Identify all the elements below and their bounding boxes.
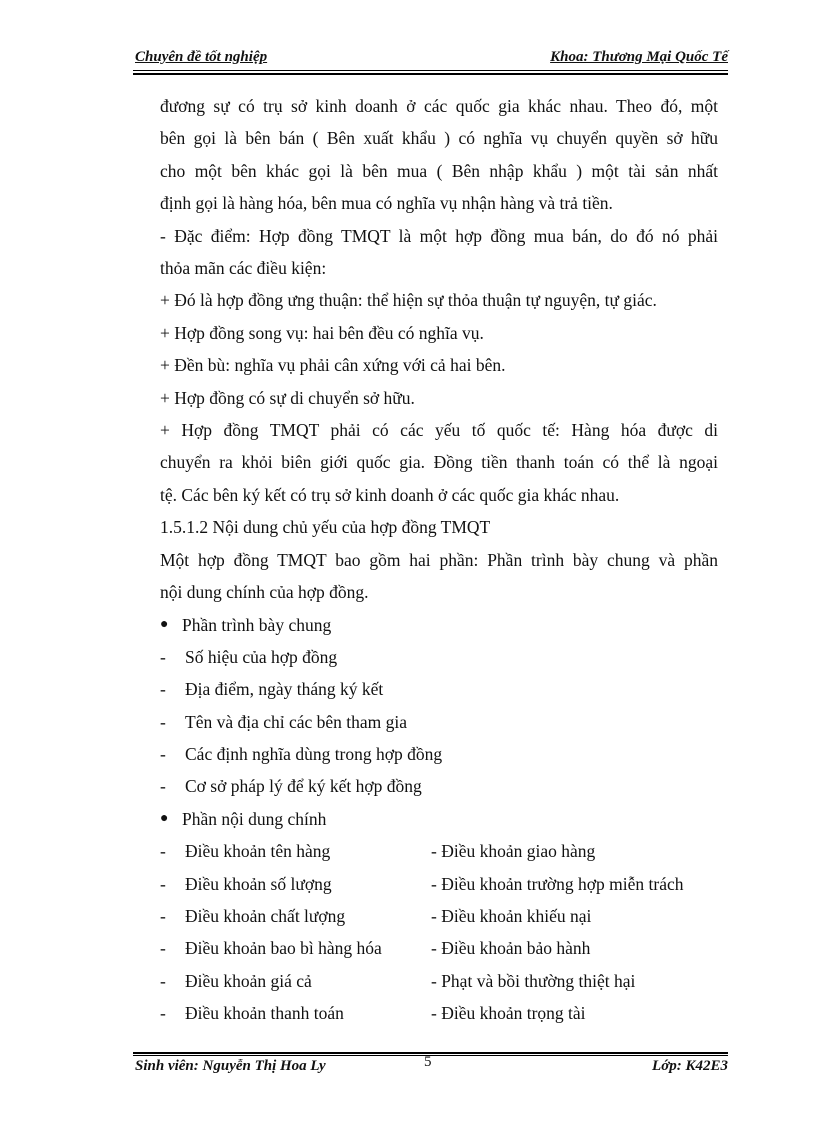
bullet-dot: ● <box>160 616 169 632</box>
condition-item: + Hợp đồng có sự di chuyển sở hữu. <box>160 387 415 408</box>
clause-right: - Điều khoản giao hàng <box>431 841 596 862</box>
list-item <box>160 706 718 738</box>
dash-marker: - <box>160 938 166 959</box>
condition-item: chuyển ra khỏi biên giới quốc gia. Đồng tiền thanh toán có thể là ngoại <box>160 452 718 473</box>
paragraph-line: bên gọi là bên bán ( Bên xuất khẩu ) có nghĩa vụ chuyển quyền sở hữu <box>160 128 718 149</box>
clause-right: - Phạt và bồi thường thiệt hại <box>431 970 636 991</box>
condition-item: + Hợp đồng TMQT phải có các yếu tố quốc tế: Hàng hóa được di <box>160 420 718 441</box>
footer-student: Sinh viên: Nguyễn Thị Hoa Ly <box>135 1058 326 1074</box>
page-header <box>133 49 728 69</box>
list-item-text: Cơ sở pháp lý để ký kết hợp đồng <box>185 776 422 797</box>
bullet-label: Phần nội dung chính <box>182 808 327 829</box>
condition-item: + Đền bù: nghĩa vụ phải cân xứng với cả hai bên. <box>160 355 506 376</box>
clause-left: Điều khoản bao bì hàng hóa <box>185 938 382 959</box>
dash-marker: - <box>160 646 166 667</box>
page-footer <box>133 1054 728 1078</box>
dash-marker: - <box>160 711 166 732</box>
list-item-text: Các định nghĩa dùng trong hợp đồng <box>185 744 443 765</box>
clause-left: Điều khoản số lượng <box>185 873 332 894</box>
clause-row <box>160 965 718 997</box>
clause-right: - Điều khoản khiếu nại <box>431 906 592 927</box>
dash-marker: - <box>160 841 166 862</box>
clause-row <box>160 900 718 932</box>
characteristics-line: thỏa mãn các điều kiện: <box>160 258 327 279</box>
list-item <box>160 770 718 802</box>
bullet-label: Phần trình bày chung <box>182 614 332 635</box>
clause-left: Điều khoản thanh toán <box>185 1003 344 1024</box>
list-item-text: Số hiệu của hợp đồng <box>185 646 338 667</box>
dash-marker: - <box>160 873 166 894</box>
intro-line: nội dung chính của hợp đồng. <box>160 582 369 603</box>
condition-item: tệ. Các bên ký kết có trụ sở kinh doanh ở các quốc gia khác nhau. <box>160 484 620 505</box>
paragraph-line: đương sự có trụ sở kinh doanh ở các quốc gia khác nhau. Theo đó, một <box>160 96 718 116</box>
dash-marker: - <box>160 744 166 765</box>
paragraph-line: cho một bên khác gọi là bên mua ( Bên nhập khẩu ) một tài sản nhất <box>160 160 718 181</box>
footer-class: Lớp: K42E3 <box>652 1058 728 1074</box>
page-body <box>160 90 718 1030</box>
dash-marker: - <box>160 776 166 797</box>
list-item <box>160 673 718 705</box>
clause-row <box>160 868 718 900</box>
bullet-item <box>160 609 718 641</box>
list-item-text: Tên và địa chỉ các bên tham gia <box>185 711 408 732</box>
header-doc-title: Chuyên đề tốt nghiệp <box>135 49 268 65</box>
clause-left: Điều khoản giá cả <box>185 970 312 991</box>
clause-row <box>160 997 718 1029</box>
clause-left: Điều khoản chất lượng <box>185 906 346 927</box>
dash-marker: - <box>160 1003 166 1024</box>
clause-row <box>160 835 718 867</box>
header-faculty: Khoa: Thương Mại Quốc Tế <box>550 49 728 65</box>
bullet-item <box>160 803 718 835</box>
clause-right: - Điều khoản trọng tài <box>431 1003 586 1024</box>
list-item-text: Địa điểm, ngày tháng ký kết <box>185 679 384 700</box>
header-rule <box>133 70 728 71</box>
clause-right: - Điều khoản bảo hành <box>431 938 591 959</box>
section-heading: 1.5.1.2 Nội dung chủ yếu của hợp đồng TMQT <box>160 517 491 538</box>
list-item <box>160 738 718 770</box>
bullet-dot: ● <box>160 810 169 826</box>
clause-row <box>160 932 718 964</box>
list-item <box>160 641 718 673</box>
condition-item: + Hợp đồng song vụ: hai bên đều có nghĩa vụ. <box>160 322 484 343</box>
characteristics-line: - Đặc điểm: Hợp đồng TMQT là một hợp đồng mua bán, do đó nó phải <box>160 225 718 246</box>
condition-item: + Đó là hợp đồng ưng thuận: thể hiện sự thỏa thuận tự nguyện, tự giác. <box>160 290 657 311</box>
dash-marker: - <box>160 906 166 927</box>
paragraph-line: định gọi là hàng hóa, bên mua có nghĩa vụ nhận hàng và trả tiền. <box>160 193 613 214</box>
header-rule-thick <box>133 73 728 75</box>
clause-left: Điều khoản tên hàng <box>185 841 331 862</box>
dash-marker: - <box>160 970 166 991</box>
dash-marker: - <box>160 679 166 700</box>
intro-line: Một hợp đồng TMQT bao gồm hai phần: Phần trình bày chung và phần <box>160 549 718 570</box>
clause-right: - Điều khoản trường hợp miễn trách <box>431 873 684 894</box>
page-number: 5 <box>424 1054 432 1070</box>
